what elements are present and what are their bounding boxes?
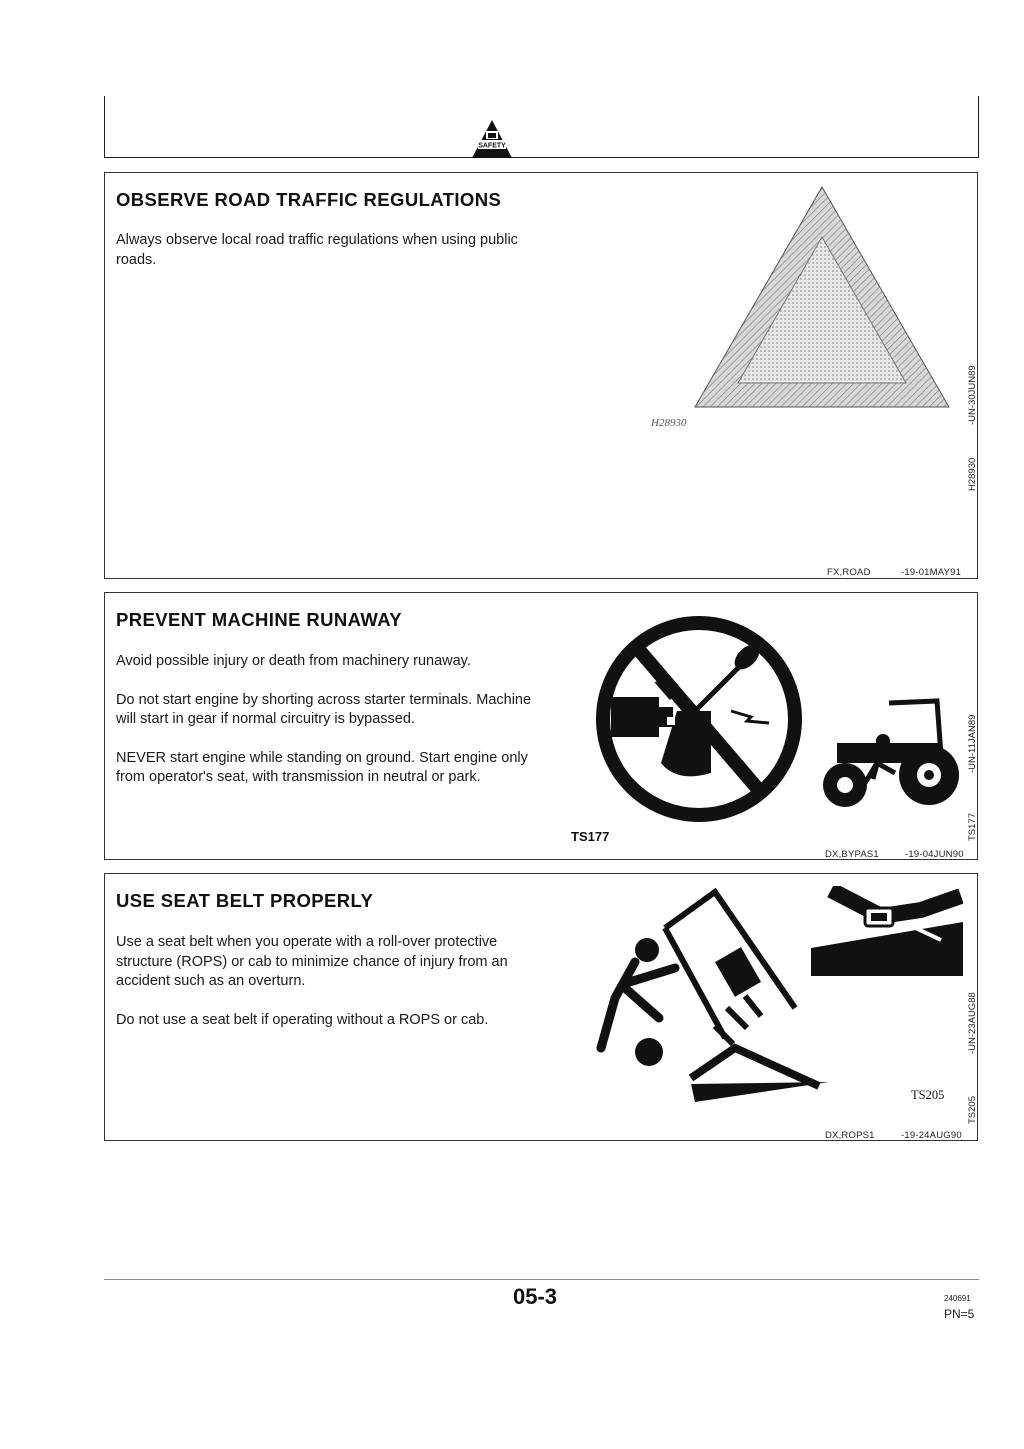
vertical-code: -UN-30JUN89 [967, 365, 978, 425]
section-body [116, 231, 546, 289]
ref-code: DX,BYPAS1 [825, 849, 879, 860]
footer-pn: PN=5 [944, 1307, 975, 1321]
section-title: OBSERVE ROAD TRAFFIC REGULATIONS [116, 189, 502, 210]
vertical-code-figure: H28930 [967, 457, 978, 491]
section-paragraph: Use a seat belt when you operate with a roll-over protective structure (ROPS) or cab to minimize chance of injury from an accident such as an overturn. [116, 934, 508, 989]
header-rule-left [104, 96, 105, 158]
section-machine-runaway [104, 592, 978, 860]
section-seat-belt [104, 873, 978, 1141]
header-rule-right [978, 96, 979, 158]
footer-rule [104, 1279, 979, 1280]
ref-date: -19-04JUN90 [905, 849, 964, 860]
rollover-tractor-icon [595, 888, 835, 1108]
vertical-code: -UN-11JAN89 [967, 714, 978, 773]
ref-code: DX,ROPS1 [825, 1130, 875, 1141]
vertical-code: -UN-23AUG88 [967, 992, 978, 1054]
header-rule-bottom [104, 157, 979, 158]
vertical-code-figure: TS205 [967, 1096, 978, 1124]
section-body [116, 652, 546, 807]
section-road-traffic [104, 172, 978, 579]
ref-date: -19-01MAY91 [901, 567, 962, 578]
section-paragraph: Do not use a seat belt if operating without a ROPS or cab. [116, 1011, 489, 1028]
section-paragraph: NEVER start engine while standing on ground. Start engine only from operator's seat, with transmission in neutral or park. [116, 749, 528, 785]
section-body [116, 933, 546, 1049]
section-paragraph: Avoid possible injury or death from machinery runaway. [116, 653, 471, 669]
figure-label: H28930 [651, 417, 687, 429]
safety-alert-icon [470, 118, 514, 160]
figure-label: TS177 [571, 829, 610, 844]
tractor-runaway-icon [817, 693, 967, 813]
section-title: PREVENT MACHINE RUNAWAY [116, 609, 403, 630]
no-bypass-start-icon [591, 613, 811, 825]
section-paragraph: Do not start engine by shorting across starter terminals. Machine will start in gear if normal circuitry is bypassed. [116, 691, 532, 727]
vertical-code-figure: TS177 [967, 813, 978, 841]
seat-belt-buckle-icon [811, 886, 963, 976]
emblem-text: SAFETY [478, 142, 506, 150]
ref-code: FX,ROAD [827, 567, 871, 578]
footer-date-code: 240691 [944, 1294, 971, 1303]
page-number: 05-3 [512, 1284, 558, 1309]
section-paragraph: Always observe local road traffic regulations when using public roads. [116, 232, 518, 268]
section-title: USE SEAT BELT PROPERLY [116, 890, 374, 911]
slow-moving-vehicle-triangle-icon [691, 185, 953, 431]
figure-label: TS205 [911, 1088, 945, 1102]
ref-date: -19-24AUG90 [901, 1130, 962, 1141]
